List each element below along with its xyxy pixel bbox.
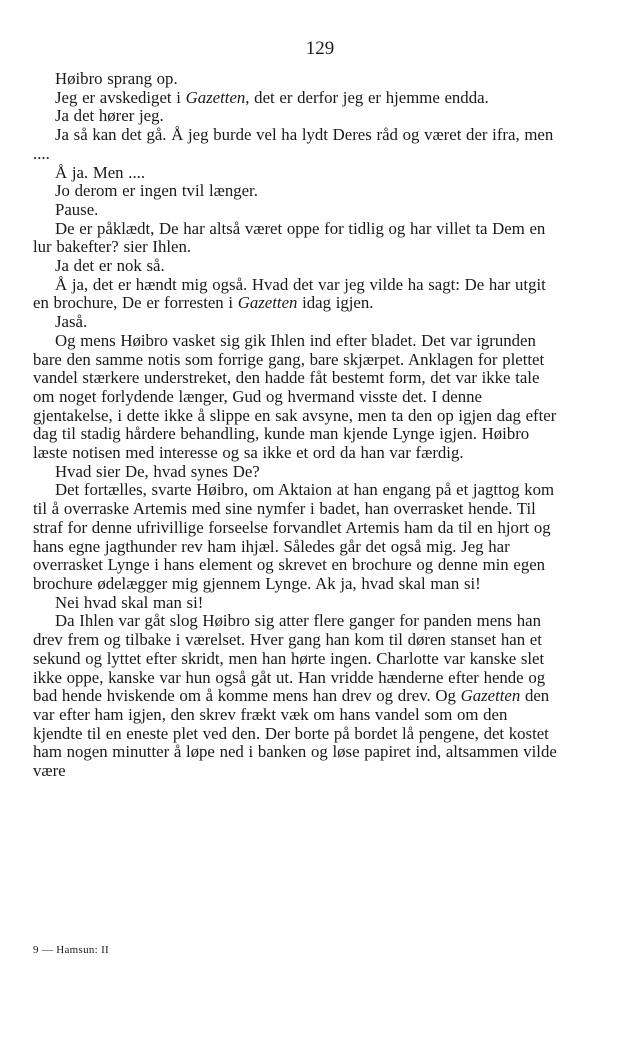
newspaper-title: Gazetten	[185, 87, 246, 107]
paragraph: Jo derom er ingen tvil længer.	[55, 181, 258, 201]
paragraph: Ja det hører jeg.	[55, 106, 164, 126]
paragraph: Og mens Høibro vasket sig gik Ihlen ind efter bladet. Det var igrunden bare den samme notis som forrige gang, bare skjærpet. Anklagen for plettet vandel stærkere understreket, den hadde fåt bestemt form, det var ikke tale om noget forlydende længer, Gud og hvermand visste det. I denne gjentakelse, i dette ikke å slippe en sak avsyne, men ta den op igjen dag efter dag til stadig hårdere behandling, kunde man kjende Lynge igjen. Høibro læste notisen med interesse og sa ikke et ord da han var færdig.	[33, 330, 557, 463]
paragraph: Ja det er nok så.	[55, 256, 165, 276]
paragraph: Det fortælles, svarte Høibro, om Aktaion at han engang på et jagttog kom til å overraske Artemis med sine nymfer i badet, han overrasket hende. Til straf for denne ufrivillige forseelse forvandlet Artemis ham da til en hjort og hans egne jagthunder rev ham ihjæl. Således går det også mig. Jeg har overrasket Lynge i hans element og skrevet en brochure og denne min egen brochure ødelægger mig gjennem Lynge. Ak ja, hvad skal man si!	[33, 480, 555, 593]
signature-footer: 9 — Hamsun: II	[33, 944, 109, 956]
newspaper-title: Gazetten	[237, 293, 298, 313]
paragraph: Å ja. Men ....	[55, 162, 146, 182]
paragraph: Ja så kan det gå. Å jeg burde vel ha lydt Deres råd og været der ifra, men ....	[33, 125, 554, 163]
paragraph: Nei hvad skal man si!	[55, 592, 204, 612]
paragraph: De er påklædt, De har altså været oppe for tidlig og har villet ta Dem en lur bakefter? sier Ihlen.	[33, 218, 546, 257]
paragraph: Å ja, det er hændt mig også. Hvad det var jeg vilde ha sagt: De har utgit en brochure, De er forresten i Gazetten idag igjen.	[33, 274, 546, 313]
newspaper-title: Gazetten	[460, 686, 521, 706]
body-text	[33, 70, 561, 781]
paragraph: Høibro sprang op.	[55, 69, 178, 88]
paragraph: Jeg er avskediget i Gazetten, det er derfor jeg er hjemme endda.	[55, 87, 489, 107]
paragraph: Jaså.	[55, 312, 88, 332]
page-number: 129	[305, 38, 335, 59]
paragraph: Hvad sier De, hvad synes De?	[55, 461, 260, 481]
paragraph: Pause.	[55, 199, 99, 219]
paragraph: Da Ihlen var gåt slog Høibro sig atter flere ganger for panden mens han drev frem og tilbake i værelset. Hver gang han kom til døren stanset han et sekund og lyttet efter skridt, men han hørte ingen. Charlotte var kanske slet ikke oppe, kanske var hun også gåt ut. Han vridde hænderne efter hende og bad hende hviskende om å komme mens han drev og drev. Og Gazetten den var efter ham igjen, den skrev frækt væk om hans vandel som om den kjendte til en eneste plet ved den. Der borte på bordet lå pengene, det kostet ham nogen minutter å løpe ned i banken og løse papiret ind, altsammen vilde være	[33, 611, 557, 781]
